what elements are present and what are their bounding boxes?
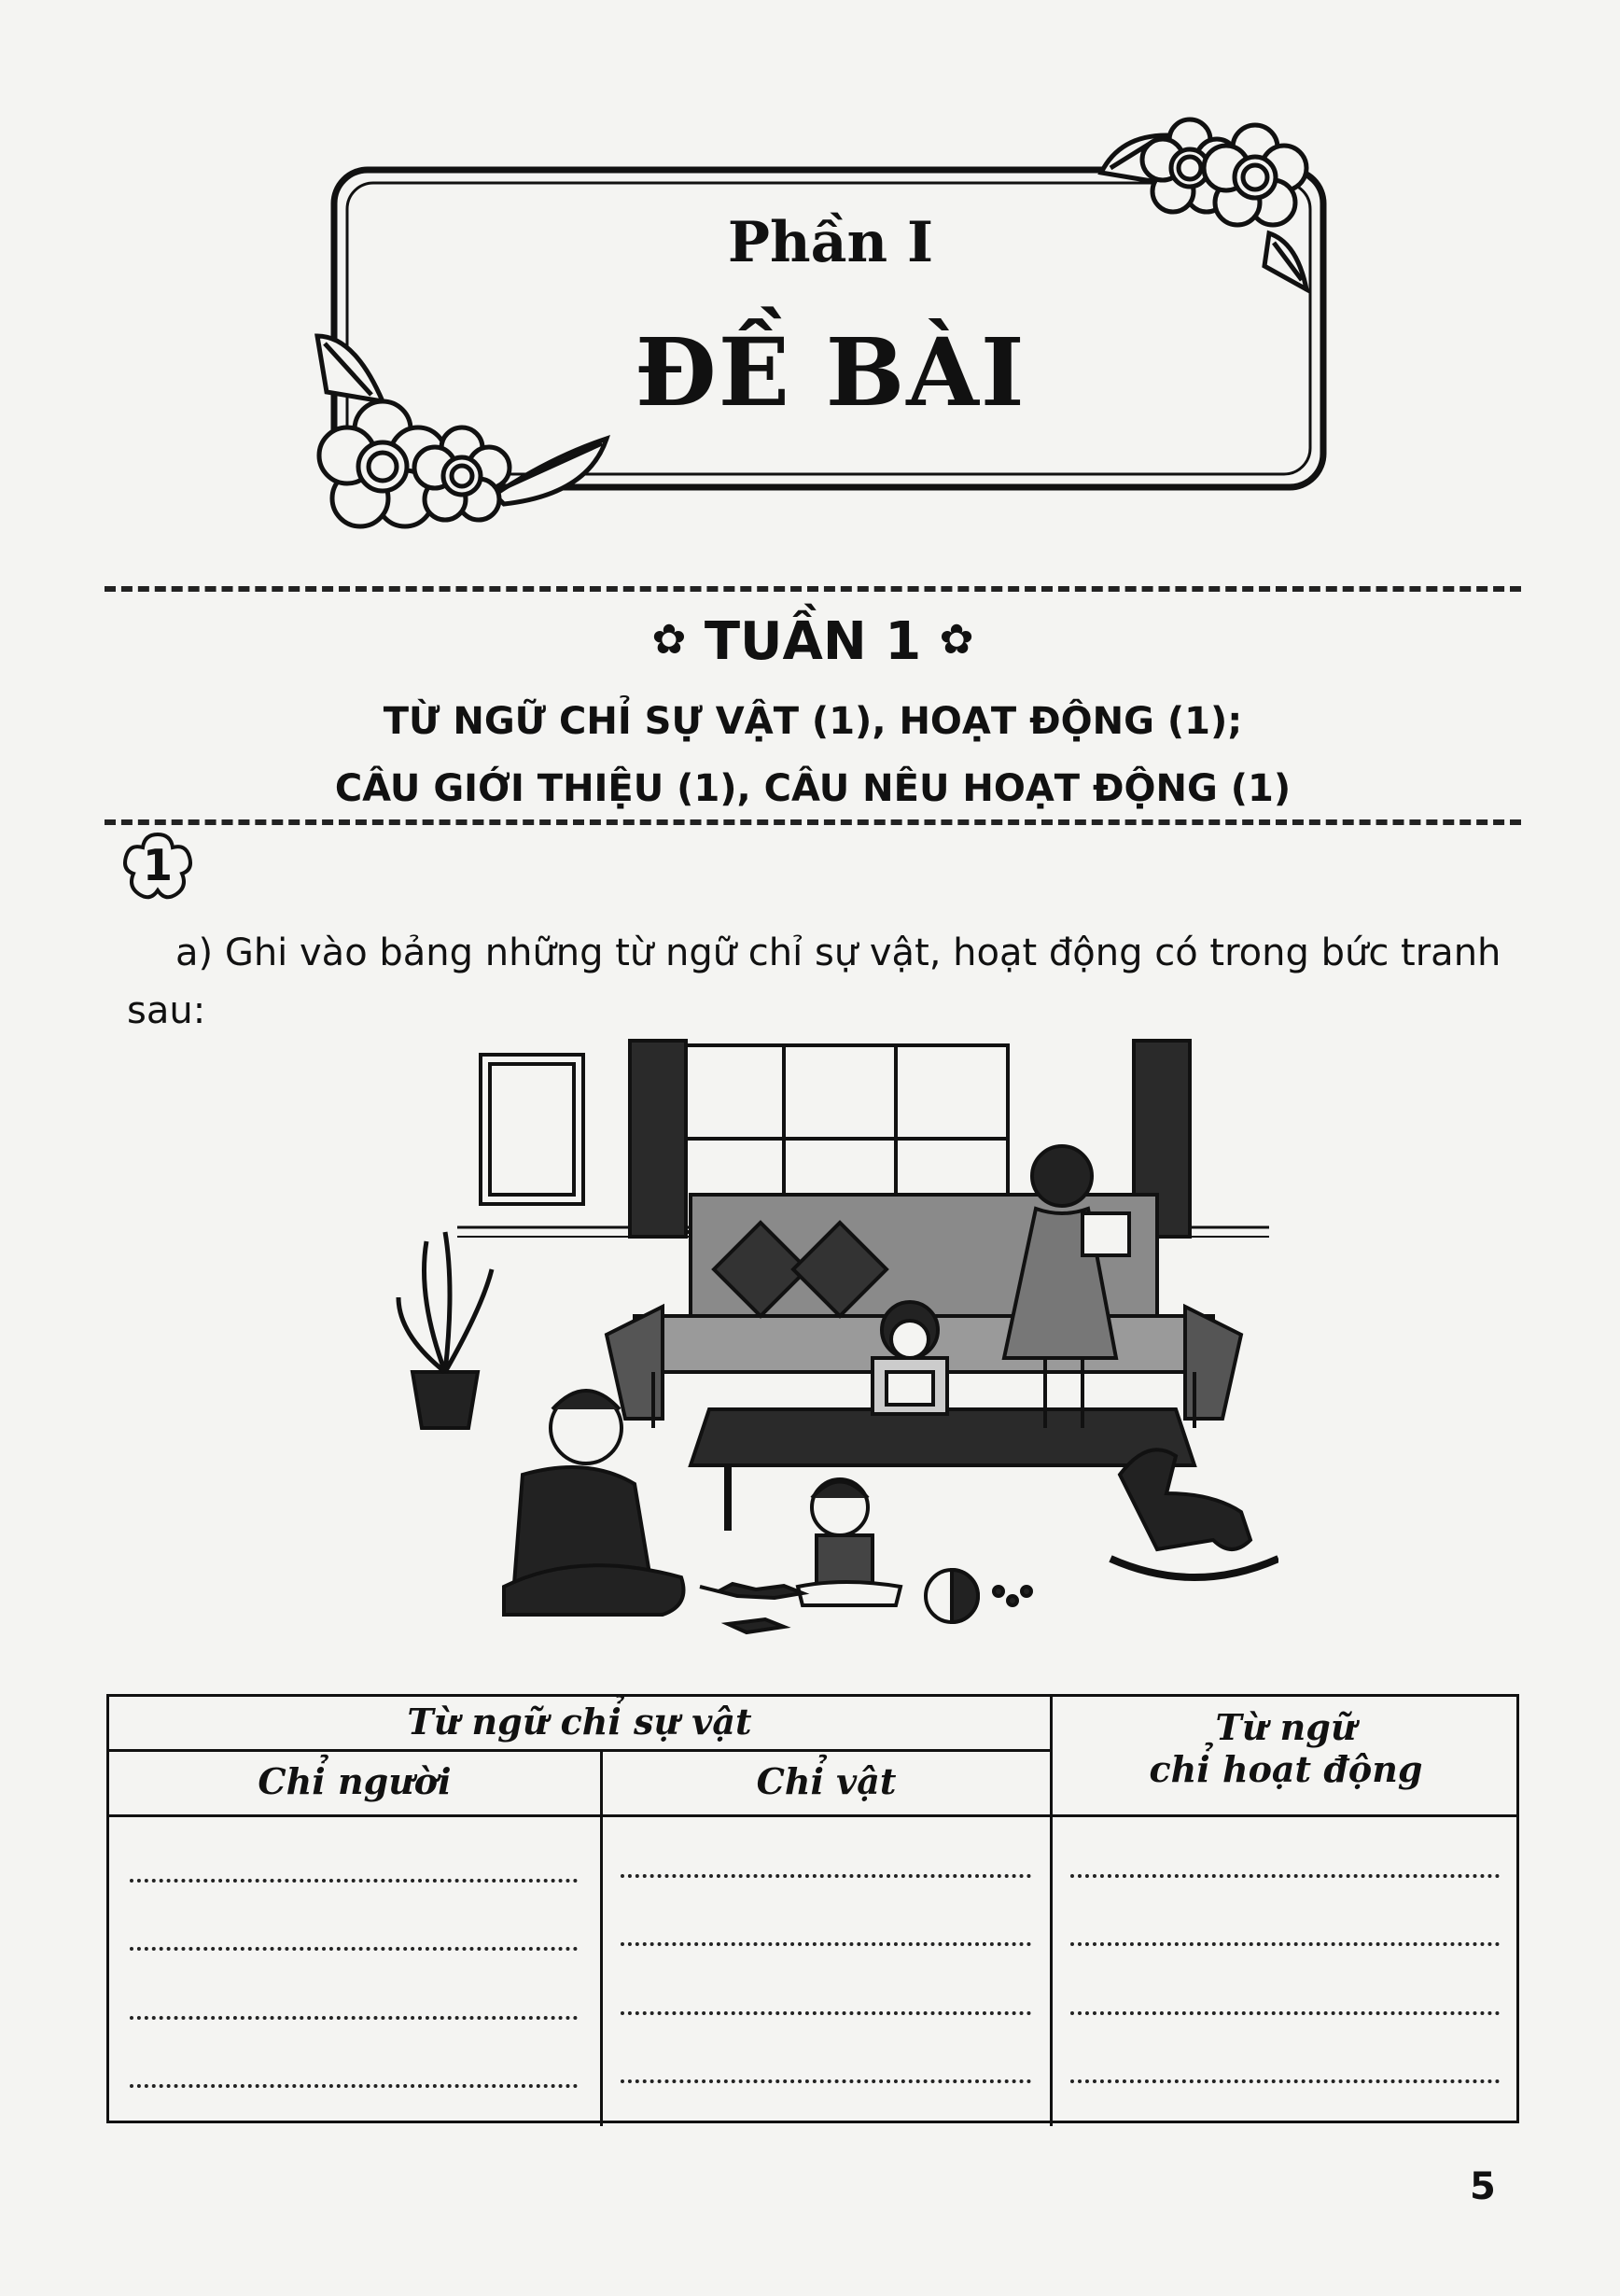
part-title: ĐỀ BÀI xyxy=(635,317,1026,427)
answer-line-things[interactable] xyxy=(621,1942,1031,1946)
answer-line-people[interactable] xyxy=(130,2084,578,2088)
exercise-number-badge xyxy=(121,829,194,902)
family-living-room-illustration xyxy=(392,1036,1278,1652)
exercise-number: 1 xyxy=(142,840,173,890)
column-header-activity-line1: Từ ngữ xyxy=(1215,1706,1357,1748)
answer-line-activity[interactable] xyxy=(1070,2011,1500,2015)
exercise-question: a) Ghi vào bảng những từ ngữ chỉ sự vật, hoạt động có trong bức tranh sau: xyxy=(127,931,1501,1032)
column-header-people xyxy=(109,1760,600,1814)
week-title xyxy=(105,611,1521,672)
part-label: Phần I xyxy=(727,210,934,275)
divider-bottom xyxy=(105,819,1521,825)
answer-line-people[interactable] xyxy=(130,1947,578,1951)
column-header-things-text: Chỉ vật xyxy=(756,1760,897,1802)
flower-icon: ✿ xyxy=(651,616,687,664)
answer-table xyxy=(106,1694,1519,2123)
page-number: 5 xyxy=(1470,2165,1496,2208)
answer-line-people[interactable] xyxy=(130,2016,578,2020)
table-group-header xyxy=(109,1701,1050,1749)
table-divider xyxy=(109,1814,1519,1817)
column-header-people-text: Chỉ người xyxy=(258,1760,452,1802)
answer-line-people[interactable] xyxy=(130,1879,578,1883)
answer-line-things[interactable] xyxy=(621,2079,1031,2083)
topic-line-1: TỪ NGỮ CHỈ SỰ VẬT (1), HOẠT ĐỘNG (1); xyxy=(383,700,1243,743)
topic-line-2: CÂU GIỚI THIỆU (1), CÂU NÊU HOẠT ĐỘNG (1) xyxy=(334,767,1292,810)
column-header-activity-line2: chỉ hoạt động xyxy=(1149,1748,1423,1790)
table-divider xyxy=(109,1749,1050,1752)
answer-line-activity[interactable] xyxy=(1070,1874,1500,1878)
flower-icon: ✿ xyxy=(939,616,974,664)
divider-top xyxy=(105,586,1521,592)
group-header-text: Từ ngữ chỉ sự vật xyxy=(407,1701,752,1743)
column-header-things xyxy=(603,1760,1050,1814)
answer-line-activity[interactable] xyxy=(1070,2079,1500,2083)
week-title-text: TUẦN 1 xyxy=(704,611,922,672)
answer-line-things[interactable] xyxy=(621,1874,1031,1878)
answer-line-activity[interactable] xyxy=(1070,1942,1500,1946)
answer-line-things[interactable] xyxy=(621,2011,1031,2015)
column-header-activity xyxy=(1053,1706,1519,1814)
